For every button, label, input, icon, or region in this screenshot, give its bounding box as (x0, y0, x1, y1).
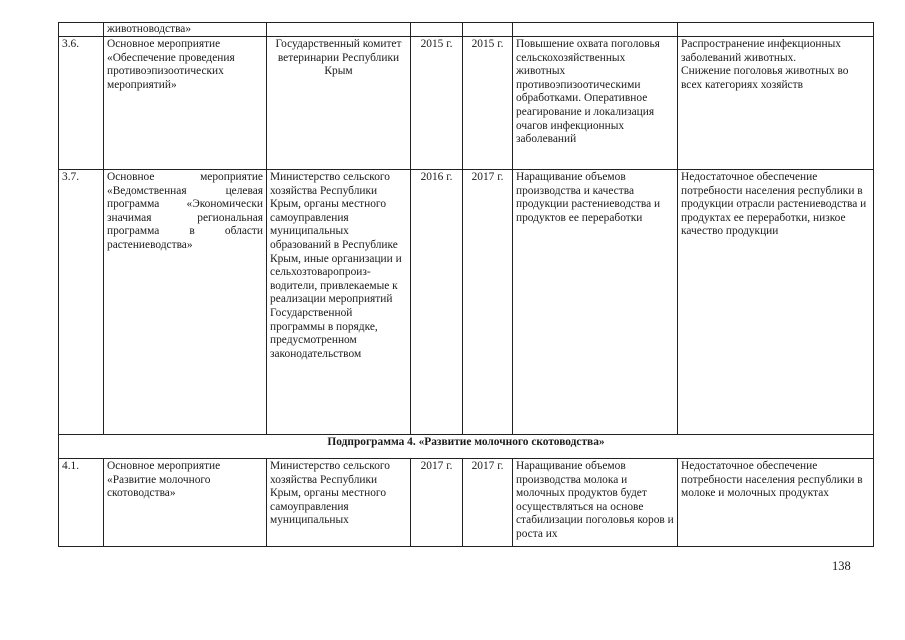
cell-end: 2017 г. (463, 170, 513, 435)
cell-consequence: Недостаточное обеспечение потребности населения республики в продукции отрасли растениеводства и продуктах ее переработки, низкое качество продукции (678, 170, 874, 435)
cell-result: Наращивание объемов производства молока и молочных продуктов будет осуществляться на основе стабилизации поголовья коров и роста их (513, 459, 678, 547)
subprogram-heading: Подпрограмма 4. «Развитие молочного скотоводства» (59, 435, 874, 459)
cell-executor (267, 23, 411, 37)
cell-num: 3.7. (59, 170, 104, 435)
cell-result: Повышение охвата поголовья сельскохозяйственных животных противоэпизоотическими обработками. Оперативное реагирование и локализация очагов инфекционных заболеваний (513, 37, 678, 170)
cell-consequence: Распространение инфекционных заболеваний животных. Снижение поголовья животных во всех категориях хозяйств (678, 37, 874, 170)
cell-executor: Министерство сельского хозяйства Республики Крым, органы местного самоуправления муниципальных (267, 459, 411, 547)
cell-start: 2016 г. (411, 170, 463, 435)
cell-executor: Государственный комитет ветеринарии Республики Крым (267, 37, 411, 170)
table-row-continuation (59, 23, 874, 37)
cell-measure: Основное мероприятие «Развитие молочного скотоводства» (104, 459, 267, 547)
cell-end: 2017 г. (463, 459, 513, 547)
cell-start (411, 23, 463, 37)
cell-num: 4.1. (59, 459, 104, 547)
subprogram-row (59, 435, 874, 459)
cell-consequence: Недостаточное обеспечение потребности населения республики в молоке и молочных продуктах (678, 459, 874, 547)
cell-measure: животноводства» (104, 23, 267, 37)
cell-num (59, 23, 104, 37)
page-number: 138 (832, 559, 851, 573)
table-row-3-6 (59, 37, 874, 170)
cell-consequence (678, 23, 874, 37)
cell-result: Наращивание объемов производства и качества продукции растениеводства и продуктов ее переработки (513, 170, 678, 435)
cell-result (513, 23, 678, 37)
cell-end (463, 23, 513, 37)
measures-table (58, 22, 874, 547)
table-row-3-7 (59, 170, 874, 435)
table-row-4-1 (59, 459, 874, 547)
cell-end: 2015 г. (463, 37, 513, 170)
cell-start: 2017 г. (411, 459, 463, 547)
cell-num: 3.6. (59, 37, 104, 170)
cell-measure: Основное мероприятие «Обеспечение проведения противоэпизоотических мероприятий» (104, 37, 267, 170)
cell-executor: Министерство сельского хозяйства Республики Крым, органы местного самоуправления муниципальных образований в Республике Крым, иные организации и сельхозтоваропроиз-водители, привлекаемые к реализации мероприятий Государственной программы в порядке, предусмотренном законодательством (267, 170, 411, 435)
cell-start: 2015 г. (411, 37, 463, 170)
cell-measure: Основное мероприятие «Ведомственная целевая программа «Экономически значимая региональная программа в области растениеводства» (104, 170, 267, 435)
